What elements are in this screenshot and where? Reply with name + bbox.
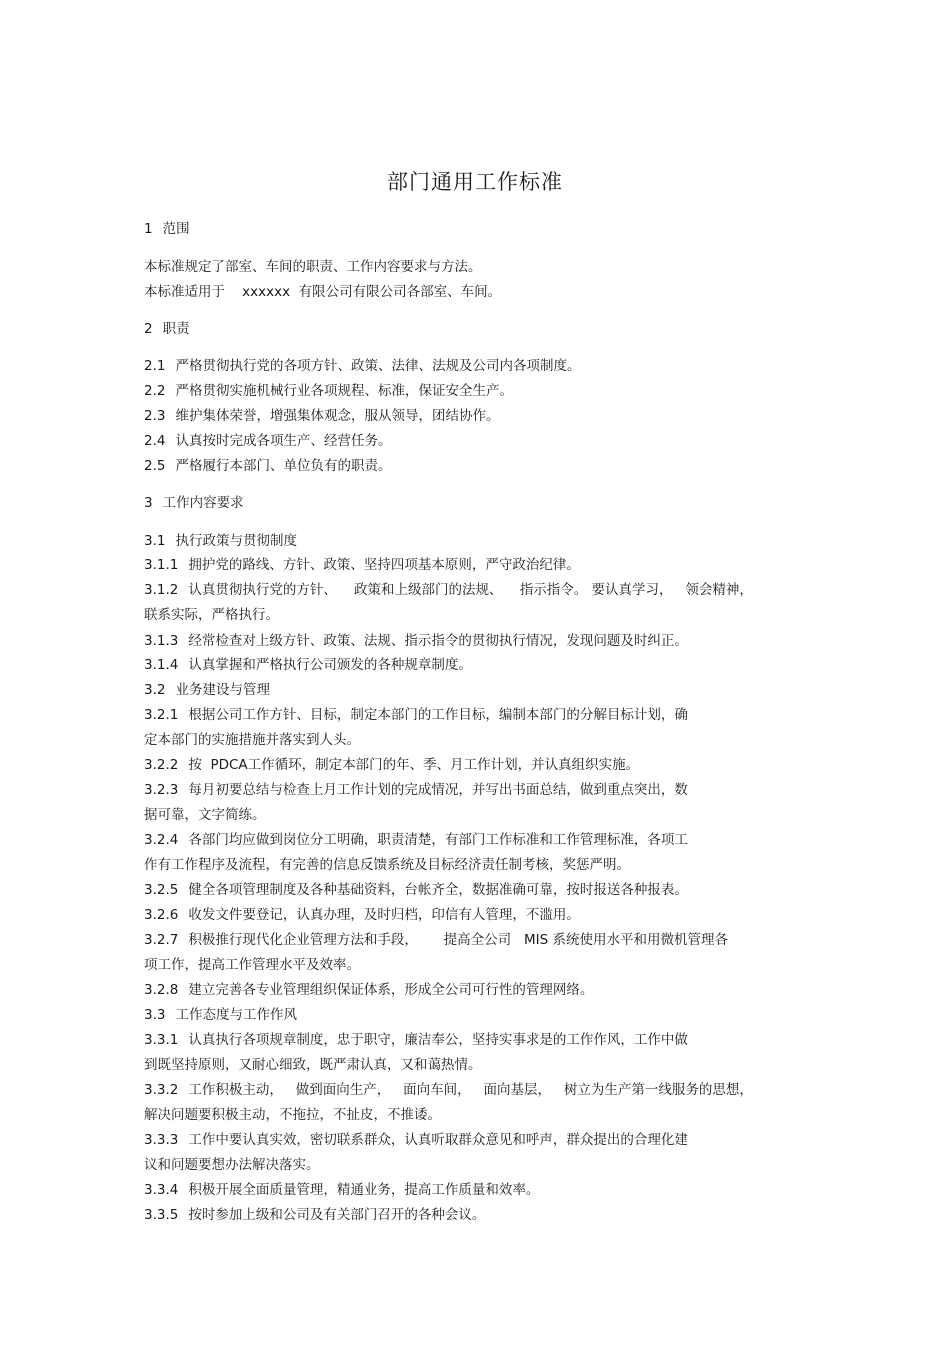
duty-item: 2.3 维护集体荣誉，增强集体观念，服从领导，团结协作。 [144, 408, 500, 424]
clause-item: 3.2.2 按 PDCA工作循环，制定本部门的年、季、月工作计划，并认真组织实施。 [144, 757, 640, 773]
clause-continuation: 据可靠，文字简练。 [144, 807, 266, 823]
duty-item: 2.4 认真按时完成各项生产、经营任务。 [144, 433, 392, 449]
duty-item: 2.2 严格贯彻实施机械行业各项规程、标准，保证安全生产。 [144, 383, 513, 399]
clause-item: 3.2.8 建立完善各专业管理组织保证体系，形成全公司可行性的管理网络。 [144, 982, 594, 998]
section-1-heading: 1 范围 [144, 221, 190, 237]
clause-item: 3.3.5 按时参加上级和公司及有关部门召开的各种会议。 [144, 1207, 486, 1223]
clause-item: 3.2.6 收发文件要登记，认真办理，及时归档，印信有人管理，不滥用。 [144, 907, 580, 923]
duty-item: 2.1 严格贯彻执行党的各项方针、政策、法律、法规及公司内各项制度。 [144, 358, 581, 374]
clause-item: 3.2.5 健全各项管理制度及各种基础资料，台帐齐全，数据准确可靠，按时报送各种报表。 [144, 882, 688, 898]
scope-line-1: 本标准规定了部室、车间的职责、工作内容要求与方法。 [144, 259, 482, 275]
clause-continuation: 定本部门的实施措施并落实到人头。 [144, 732, 360, 748]
subsection-3-3-heading: 3.3 工作态度与工作作风 [144, 1007, 297, 1023]
section-3-heading: 3 工作内容要求 [144, 495, 244, 511]
clause-item: 3.3.4 积极开展全面质量管理，精通业务，提高工作质量和效率。 [144, 1182, 540, 1198]
scope-line-2: 本标准适用于 xxxxxx 有限公司有限公司各部室、车间。 [144, 284, 502, 300]
subsection-3-1-heading: 3.1 执行政策与贯彻制度 [144, 533, 297, 549]
section-2-heading: 2 职责 [144, 321, 190, 337]
clause-item: 3.1.2 认真贯彻执行党的方针、 政策和上级部门的法规、 指示指令。 要认真学习， 领会精神， [144, 582, 753, 598]
clause-item: 3.3.2 工作积极主动， 做到面向生产， 面向车间， 面向基层， 树立为生产第一线服务的思想， [144, 1082, 753, 1098]
clause-item: 3.2.7 积极推行现代化企业管理方法和手段， 提高全公司 MIS 系统使用水平和用微机管理各 [144, 932, 728, 948]
clause-item: 3.1.3 经常检查对上级方针、政策、法规、指示指令的贯彻执行情况，发现问题及时纠正。 [144, 633, 688, 649]
clause-item: 3.1.4 认真掌握和严格执行公司颁发的各种规章制度。 [144, 657, 472, 673]
clause-continuation: 作有工作程序及流程，有完善的信息反馈系统及目标经济责任制考核，奖惩严明。 [144, 857, 630, 873]
clause-continuation: 解决问题要积极主动，不拖拉，不扯皮，不推诿。 [144, 1107, 441, 1123]
clause-continuation: 议和问题要想办法解决落实。 [144, 1157, 320, 1173]
clause-item: 3.2.4 各部门均应做到岗位分工明确，职责清楚，有部门工作标准和工作管理标准，各项工 [144, 832, 688, 848]
clause-continuation: 到既坚持原则，又耐心细致，既严肃认真，又和蔼热情。 [144, 1057, 482, 1073]
clause-item: 3.1.1 拥护党的路线、方针、政策、坚持四项基本原则，严守政治纪律。 [144, 557, 580, 573]
clause-item: 3.2.1 根据公司工作方针、目标，制定本部门的工作目标，编制本部门的分解目标计划，确 [144, 707, 688, 723]
clause-item: 3.3.3 工作中要认真实效，密切联系群众，认真听取群众意见和呼声，群众提出的合理化建 [144, 1132, 688, 1148]
clause-continuation: 联系实际，严格执行。 [144, 607, 279, 623]
clause-item: 3.3.1 认真执行各项规章制度，忠于职守，廉洁奉公，坚持实事求是的工作作风，工作中做 [144, 1032, 688, 1048]
clause-continuation: 项工作，提高工作管理水平及效率。 [144, 957, 360, 973]
document-title: 部门通用工作标准 [387, 170, 563, 194]
duty-item: 2.5 严格履行本部门、单位负有的职责。 [144, 458, 392, 474]
clause-item: 3.2.3 每月初要总结与检查上月工作计划的完成情况，并写出书面总结，做到重点突出，数 [144, 782, 688, 798]
subsection-3-2-heading: 3.2 业务建设与管理 [144, 682, 270, 698]
